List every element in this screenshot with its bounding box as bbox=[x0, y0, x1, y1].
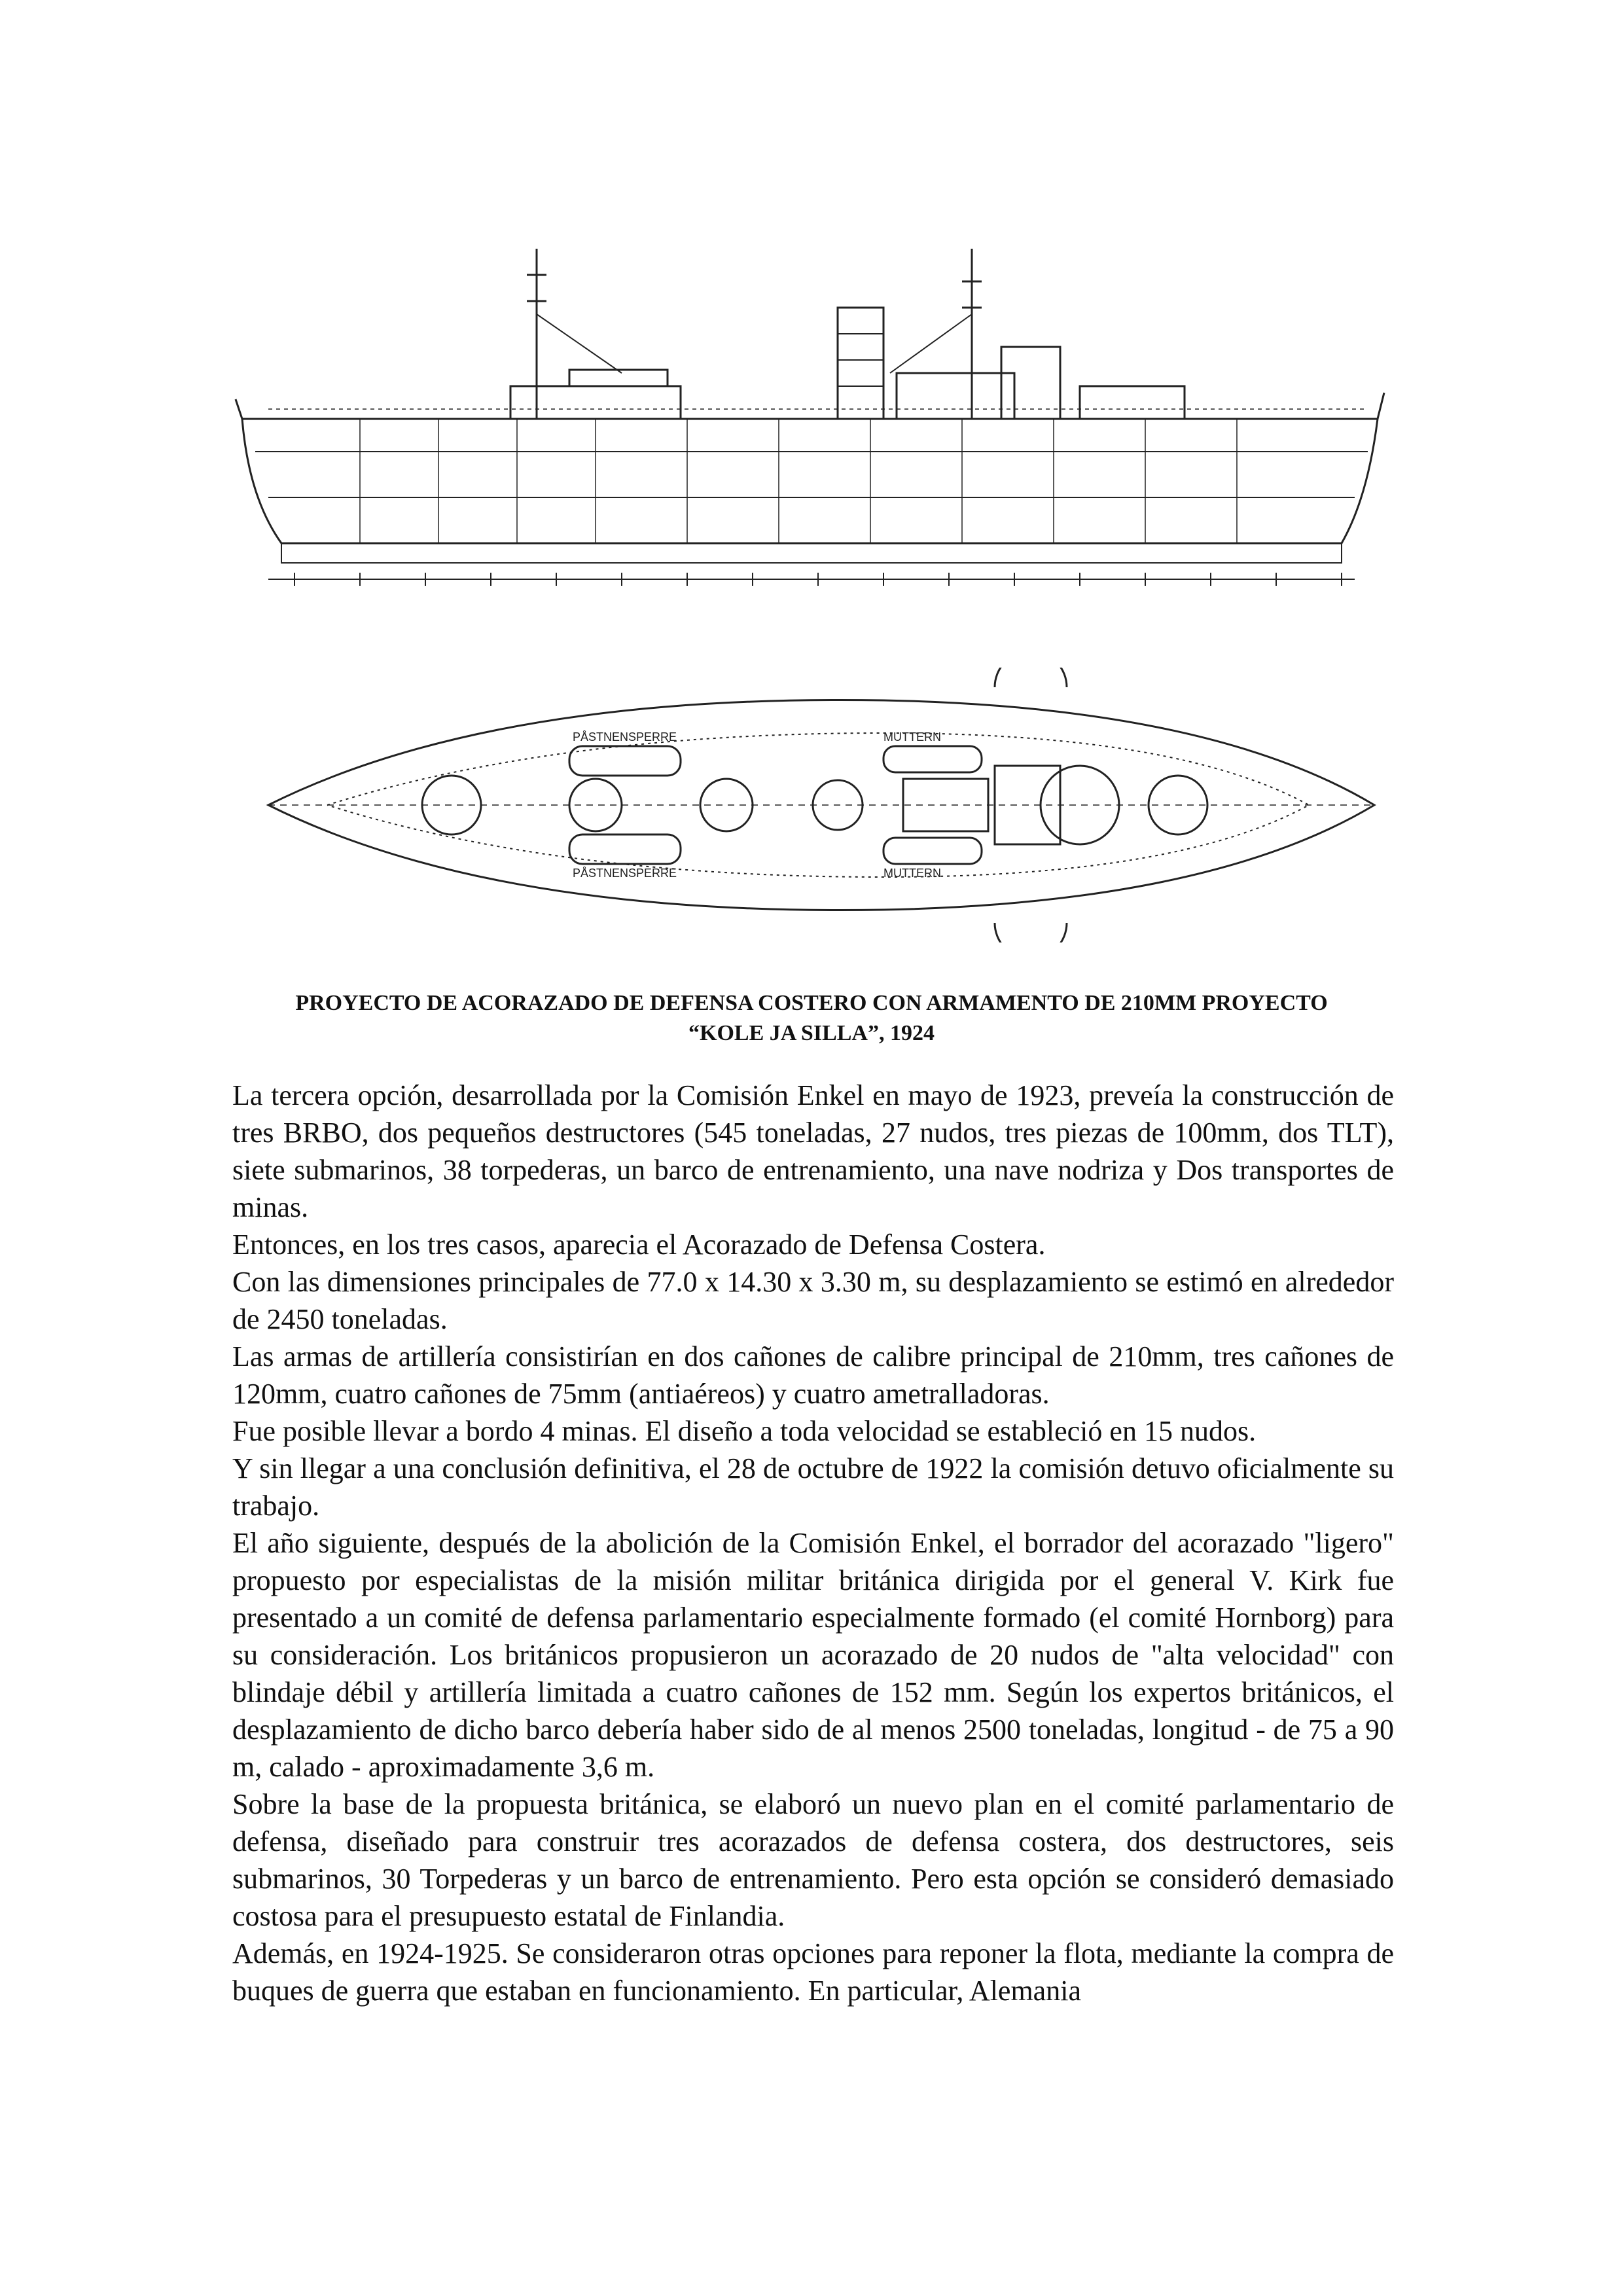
turret bbox=[1080, 386, 1185, 419]
sponson-port bbox=[995, 668, 1067, 687]
aft-deckhouse bbox=[897, 373, 1014, 419]
paragraph: Con las dimensiones principales de 77.0 x 14.30 x 3.30 m, su desplazamiento se estimó en alrededor de 2450 toneladas. bbox=[232, 1266, 1394, 1335]
side-elevation-drawing bbox=[229, 236, 1387, 602]
boat bbox=[883, 838, 982, 864]
main-mast bbox=[962, 249, 982, 419]
boat bbox=[883, 746, 982, 772]
caption-line-1: PROYECTO DE ACORAZADO DE DEFENSA COSTERO CON ARMAMENTO DE 210MM PROYECTO bbox=[295, 991, 1328, 1015]
sponson-starboard bbox=[995, 923, 1067, 942]
paragraph: Fue posible llevar a bordo 4 minas. El diseño a toda velocidad se estableció en 15 nudos. bbox=[232, 1415, 1257, 1447]
hull-outline bbox=[242, 419, 1378, 543]
paragraph: Entonces, en los tres casos, aparecia el Acorazado de Defensa Costera. bbox=[232, 1229, 1046, 1261]
boat bbox=[569, 834, 681, 864]
plan-label: MUTTERN bbox=[883, 867, 941, 880]
funnel bbox=[838, 308, 883, 419]
plan-label: PÅSTNENSPERRE bbox=[573, 730, 677, 744]
caption-line-2: “KOLE JA SILLA”, 1924 bbox=[688, 1021, 935, 1045]
paragraph: Las armas de artillería consistirían en dos cañones de calibre principal de 210mm, tres cañones de 120mm, cuatro cañones de 75mm (antiaéreos) y cuatro ametralladoras. bbox=[232, 1340, 1394, 1410]
plan-label: PÅSTNENSPERRE bbox=[573, 867, 677, 880]
paragraph: Y sin llegar a una conclusión definitiva, el 28 de octubre de 1922 la comisión detuvo oficialmente su trabajo. bbox=[232, 1452, 1394, 1522]
paragraph: Además, en 1924-1925. Se consideraron otras opciones para reponer la flota, mediante la compra de buques de guerra que estaban en funcionamiento. En particular, Alemania bbox=[232, 1937, 1394, 2007]
bridge bbox=[1001, 347, 1060, 419]
paragraph: Sobre la base de la propuesta británica, se elaboró un nuevo plan en el comité parlamentario de defensa, diseñado para construir tres acorazados de defensa costera, dos destructores, seis submarinos, 30 Torpederas y un barco de entrenamiento. Pero esta opción se consideró demasiado costosa para el presupuesto estatal de Finlandia. bbox=[232, 1788, 1394, 1932]
plan-label: MUTTERN bbox=[883, 730, 941, 744]
boat bbox=[569, 746, 681, 776]
paragraph: La tercera opción, desarrollada por la Comisión Enkel en mayo de 1923, preveía la construcción de tres BRBO, dos pequeños destructores (545 toneladas, 27 nudos, tres piezas de 100mm, dos TLT), siete submarinos, 38 torpederas, un barco de entrenamiento, una nave nodriza y Dos transportes de minas. bbox=[232, 1079, 1394, 1223]
fore-mast bbox=[527, 249, 546, 419]
boat-on-deck bbox=[569, 370, 668, 386]
deck-plan-drawing bbox=[229, 668, 1387, 942]
body-text bbox=[232, 1077, 1394, 2009]
paragraph: El año siguiente, después de la abolición de la Comisión Enkel, el borrador del acorazado "ligero" propuesto por especialistas de la misión militar británica dirigida por el general V. Kirk fue presentado a un comité de defensa parlamentario especialmente formado (el comité Hornborg) para su consideración. Los británicos propusieron un acorazado de 20 nudos de "alta velocidad" con blindaje débil y artillería limitada a cuatro cañones de 152 mm. Según los expertos británicos, el desplazamiento de dicho barco debería haber sido de al menos 2500 toneladas, longitud - de 75 a 90 m, calado - aproximadamente 3,6 m. bbox=[232, 1527, 1394, 1783]
figure-caption bbox=[216, 988, 1407, 1049]
